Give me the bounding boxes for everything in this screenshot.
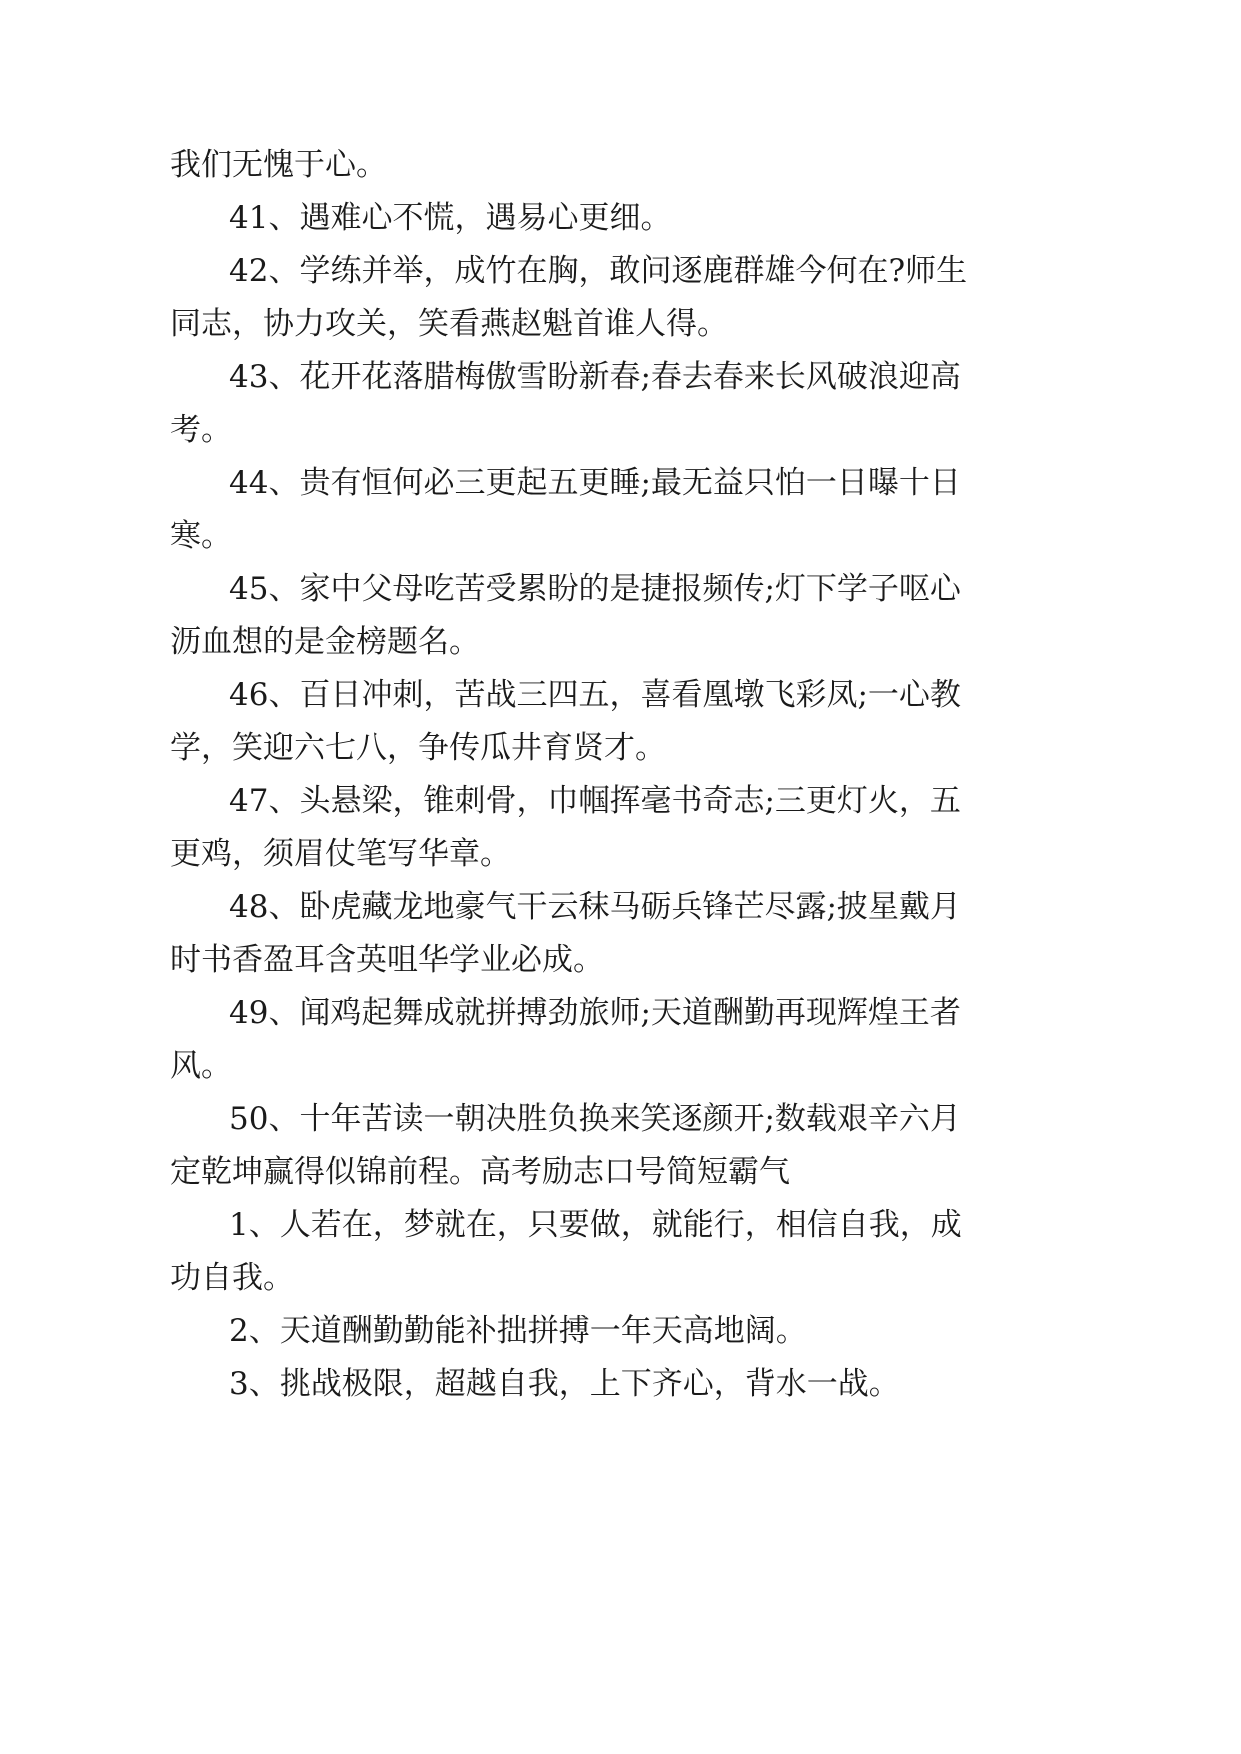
text-line: 同志，协力攻关，笑看燕赵魁首谁人得。 bbox=[170, 306, 728, 342]
text-line: 44、贵有恒何必三更起五更睡;最无益只怕一日曝十日 bbox=[229, 465, 961, 501]
text-line: 48、卧虎藏龙地豪气干云秣马砺兵锋芒尽露;披星戴月 bbox=[229, 889, 961, 925]
text-line: 考。 bbox=[170, 412, 232, 448]
text-line: 45、家中父母吃苦受累盼的是捷报频传;灯下学子呕心 bbox=[229, 571, 961, 607]
text-line: 50、十年苦读一朝决胜负换来笑逐颜开;数载艰辛六月 bbox=[229, 1101, 961, 1137]
text-line: 寒。 bbox=[170, 518, 232, 554]
text-line: 时书香盈耳含英咀华学业必成。 bbox=[170, 942, 604, 978]
text-line: 43、花开花落腊梅傲雪盼新春;春去春来长风破浪迎高 bbox=[229, 359, 961, 395]
text-line: 更鸡，须眉仗笔写华章。 bbox=[170, 836, 511, 872]
text-line: 49、闻鸡起舞成就拼搏劲旅师;天道酬勤再现辉煌王者 bbox=[229, 995, 961, 1031]
text-line: 3、挑战极限，超越自我，上下齐心，背水一战。 bbox=[229, 1366, 900, 1402]
text-line: 学，笑迎六七八，争传瓜井育贤才。 bbox=[170, 730, 666, 766]
text-line: 46、百日冲刺，苦战三四五，喜看凰墩飞彩凤;一心教 bbox=[229, 677, 961, 713]
text-line: 风。 bbox=[170, 1048, 232, 1084]
text-line: 41、遇难心不慌，遇易心更细。 bbox=[229, 200, 672, 236]
text-line: 47、头悬梁，锥刺骨，巾帼挥毫书奇志;三更灯火，五 bbox=[229, 783, 961, 819]
text-line: 定乾坤赢得似锦前程。高考励志口号简短霸气 bbox=[170, 1154, 790, 1190]
text-line: 我们无愧于心。 bbox=[170, 147, 387, 183]
text-line: 沥血想的是金榜题名。 bbox=[170, 624, 480, 660]
text-line: 42、学练并举，成竹在胸，敢问逐鹿群雄今何在?师生 bbox=[229, 253, 968, 289]
text-line: 功自我。 bbox=[170, 1260, 294, 1296]
text-line: 1、人若在，梦就在，只要做，就能行，相信自我，成 bbox=[229, 1207, 962, 1243]
text-line: 2、天道酬勤勤能补拙拼搏一年天高地阔。 bbox=[229, 1313, 807, 1349]
